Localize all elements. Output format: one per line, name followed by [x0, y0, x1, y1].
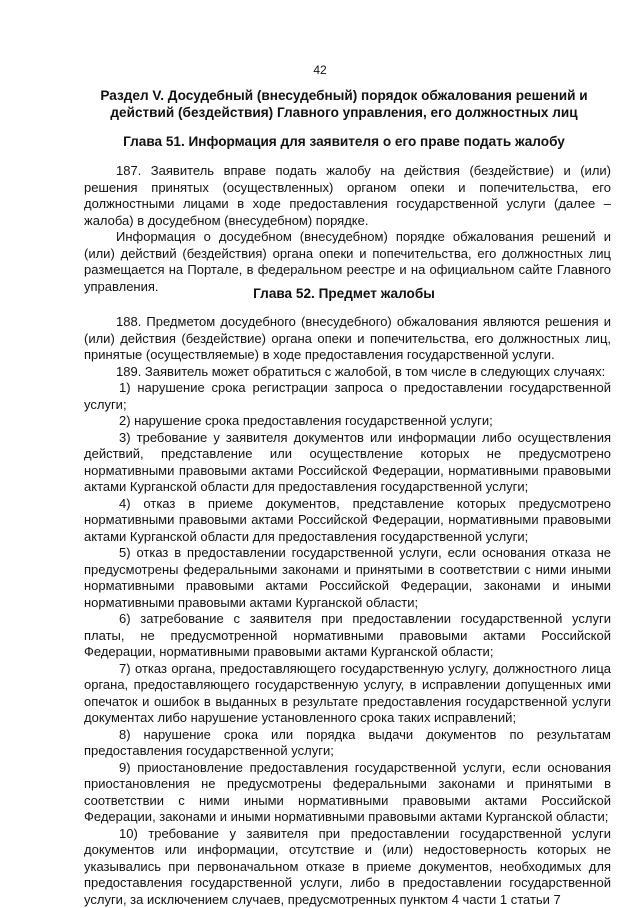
page-number: 42: [0, 62, 640, 79]
list-item: 3) требование у заявителя документов или информации либо осуществления действий, представление или осуществление которых не предусмотрено нормативными правовыми актами Российской Федерации, нормативными правовыми актами Курганской области для предоставления государственной услуги;: [84, 430, 611, 496]
paragraph-189: 189. Заявитель может обратиться с жалобой, в том числе в следующих случаях:: [84, 364, 611, 381]
list-item: 6) затребование с заявителя при предоставлении государственной услуги платы, не предусмотренной нормативными правовыми актами Российской Федерации, нормативными правовыми актами Курганской области;: [84, 611, 611, 661]
list-item: 5) отказ в предоставлении государственной услуги, если основания отказа не предусмотрены федеральными законами и принятыми в соответствии с ними иными нормативными правовыми актами Российской Федерации, законами и иными нормативными правовыми актами Курганской области;: [84, 545, 611, 611]
list-item: 9) приостановление предоставления государственной услуги, если основания приостановления не предусмотрены федеральными законами и принятыми в соответствии с ними иными нормативными правовыми актами Российской Федерации, законами и иными нормативными правовыми актами Курганской области;: [84, 760, 611, 826]
chapter-51-title: Глава 51. Информация для заявителя о его праве подать жалобу: [78, 133, 610, 150]
list-item: 10) требование у заявителя при предоставлении государственной услуги документов или информации, отсутствие и (или) недостоверность которых не указывались при первоначальном отказе в приеме документов, необходимых для предоставления государственной услуги, либо в предоставлении государственной услуги, за исключением случаев, предусмотренных пунктом 4 части 1 статьи 7: [84, 826, 611, 908]
list-item: 8) нарушение срока или порядка выдачи документов по результатам предоставления государственной услуги;: [84, 727, 611, 760]
paragraph-188: 188. Предметом досудебного (внесудебного) обжалования являются решения и (или) действия (бездействие) органа опеки и попечительства, его должностных лиц, принятые (осуществляемые) в ходе предоставления государственной услуги.: [84, 314, 611, 364]
chapter-52-title: Глава 52. Предмет жалобы: [78, 285, 610, 302]
paragraph-187: 187. Заявитель вправе подать жалобу на действия (бездействие) и (или) решения принятых (осуществленных) органом опеки и попечительства, его должностными лицами в ходе предоставления государственной услуги (далее – жалоба) в досудебном (внесудебном) порядке.: [84, 163, 611, 229]
list-item: 4) отказ в приеме документов, представление которых предусмотрено нормативными правовыми актами Российской Федерации, нормативными правовыми актами Курганской области для предоставления государственной услуги;: [84, 496, 611, 546]
list-item: 7) отказ органа, предоставляющего государственную услугу, должностного лица органа, предоставляющего государственную услугу, в исправлении допущенных ими опечаток и ошибок в выданных в результате предоставления государственной услуги документах либо нарушение установленного срока таких исправлений;: [84, 661, 611, 727]
chapter-51-body: [84, 163, 611, 295]
list-item: 1) нарушение срока регистрации запроса о предоставлении государственной услуги;: [84, 380, 611, 413]
paragraph-187-info: Информация о досудебном (внесудебном) порядке обжалования решений и (или) действий (бездействия) органа опеки и попечительства, его должностных лиц размещается на Портале, в федеральном реестре и на официальном сайте Главного управления.: [84, 229, 611, 295]
section-title: Раздел V. Досудебный (внесудебный) порядок обжалования решений и действий (бездействия) Главного управления, его должностных лиц: [78, 87, 610, 121]
chapter-52-body: [84, 314, 611, 908]
list-item: 2) нарушение срока предоставления государственной услуги;: [84, 413, 611, 430]
